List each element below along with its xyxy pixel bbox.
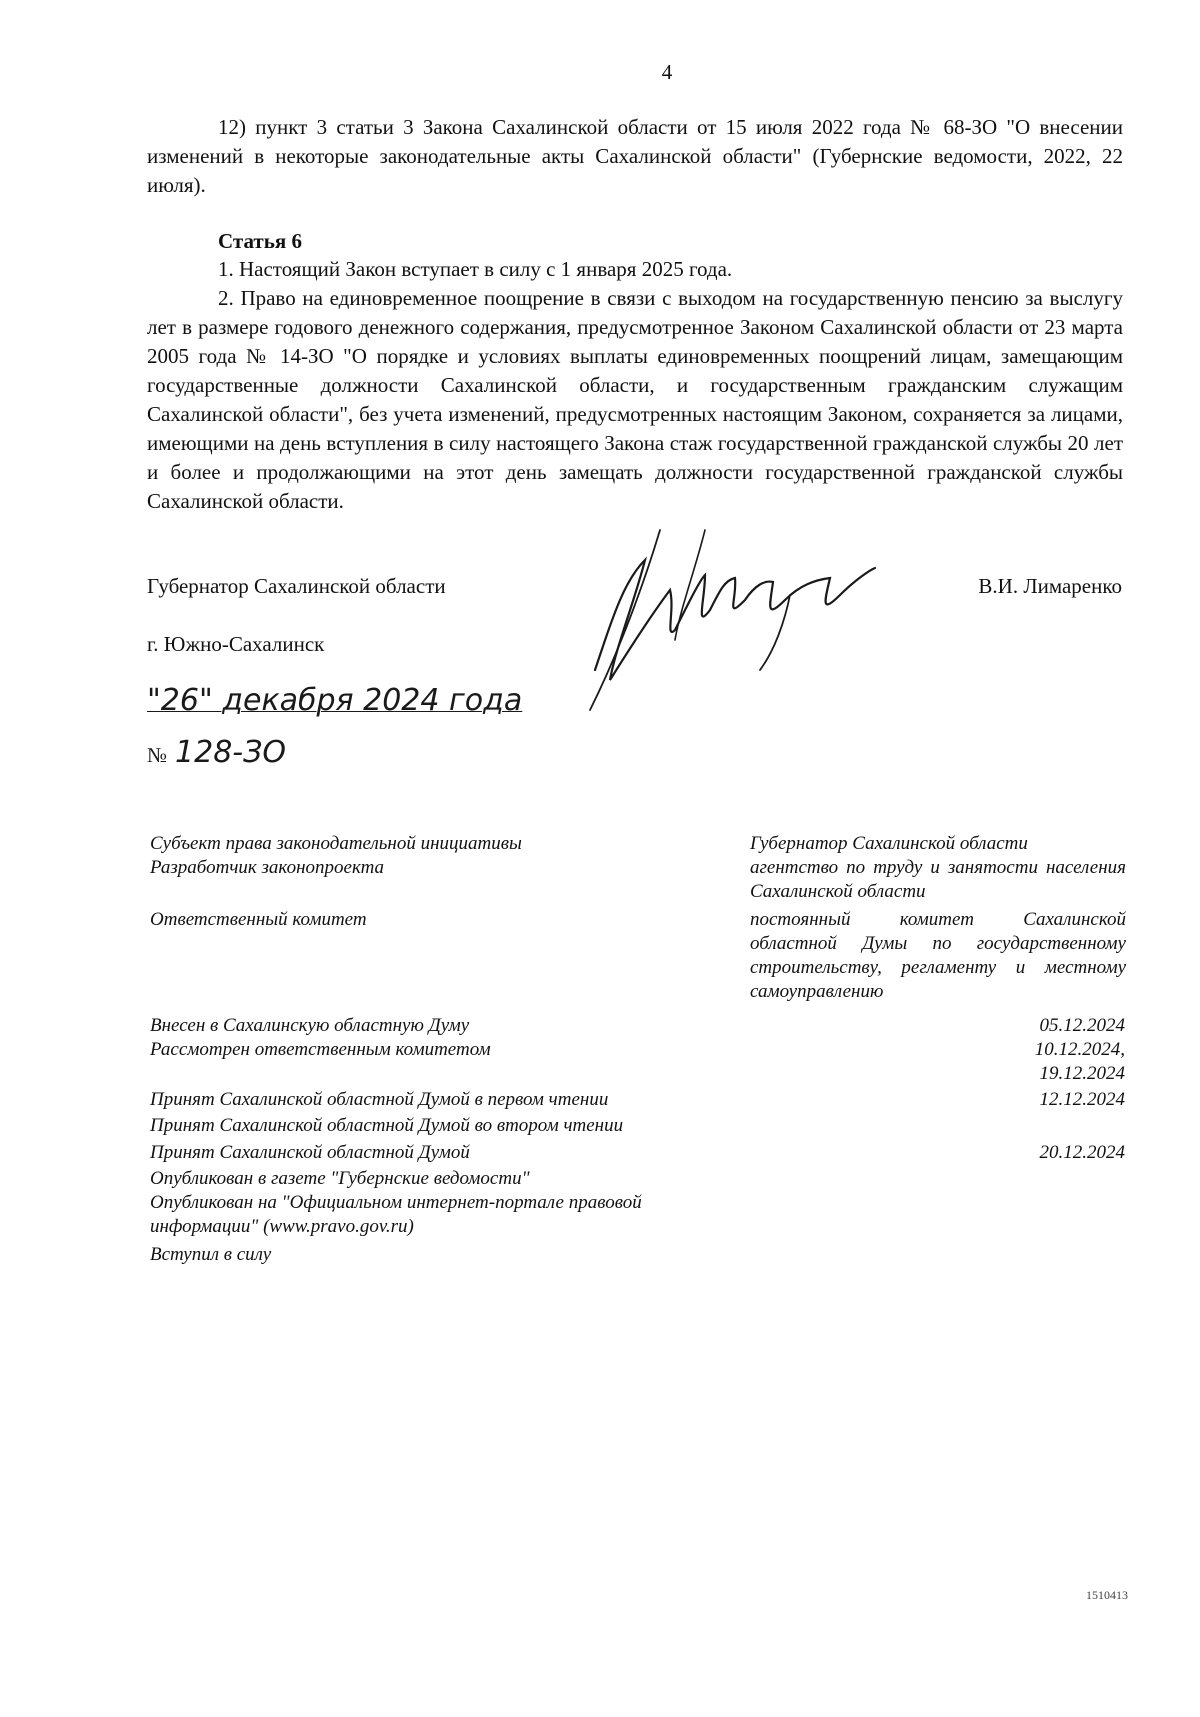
signatory-role: Губернатор Сахалинской области <box>147 574 446 598</box>
handwritten-law-number: 128-ЗО <box>175 735 286 770</box>
reviewed-date-2: 19.12.2024 <box>1039 1063 1125 1084</box>
submitted-label: Внесен в Сахалинскую областную Думу <box>150 1015 470 1036</box>
article-heading: Статья 6 <box>218 229 302 253</box>
signatory-name: В.И. Лимаренко <box>978 574 1122 598</box>
reviewed-date-1: 10.12.2024, <box>1034 1039 1125 1060</box>
signing-city: г. Южно-Сахалинск <box>147 632 325 656</box>
footer-code: 1510413 <box>1086 1588 1128 1602</box>
submitted-date: 05.12.2024 <box>1039 1015 1125 1036</box>
page-number: 4 <box>661 60 673 84</box>
article-paragraph-1: 1. Настоящий Закон вступает в силу с 1 января 2025 года. <box>218 257 733 281</box>
subject-value: Губернатор Сахалинской области <box>750 833 1028 854</box>
reviewed-label: Рассмотрен ответственным комитетом <box>150 1039 491 1060</box>
law-number-line <box>147 735 286 770</box>
article-paragraph-2: 2. Право на единовременное поощрение в связи с выходом на государственную пенсию за выслугу лет в размере годового денежного содержания, предусмотренное Законом Сахалинской области от 23 марта 2005 года № 14-ЗО "О порядке и условиях выплаты единовременных поощрений лицам, замещающим государственные должности Сахалинской области, и государственным гражданским служащим Сахалинской области", без учета изменений, предусмотренных настоящим Законом, сохраняется за лицами, имеющими на день вступления в силу настоящего Закона стаж государственной гражданской службы 20 лет и более и продолжающими на этот день замещать должности государственной гражданской службы Сахалинской области. <box>147 286 1123 513</box>
number-sign: № <box>147 743 168 767</box>
committee-value: постоянный комитет Сахалинской областной Думы по государственному строительству, регламенту и местному самоуправлению <box>750 909 1126 1002</box>
handwritten-date <box>147 683 522 718</box>
item-12-paragraph: 12) пункт 3 статьи 3 Закона Сахалинской области от 15 июля 2022 года № 68-ЗО "О внесении изменений в некоторые законодательные акты Сахалинской области" (Губернские ведомости, 2022, 22 июля). <box>147 115 1123 197</box>
subject-label: Субъект права законодательной инициативы <box>150 833 522 854</box>
adopted-label: Принят Сахалинской областной Думой <box>150 1142 470 1163</box>
second-reading-label: Принят Сахалинской областной Думой во втором чтении <box>150 1115 624 1136</box>
committee-label: Ответственный комитет <box>150 909 367 930</box>
handwritten-date-text: "26" декабря 2024 года <box>147 683 523 718</box>
published-portal-label: Опубликован на "Официальном интернет-портале правовой информации" (www.pravo.gov.ru) <box>150 1192 642 1237</box>
developer-label: Разработчик законопроекта <box>150 857 385 878</box>
published-newspaper-label: Опубликован в газете "Губернские ведомости" <box>150 1168 530 1189</box>
adopted-date: 20.12.2024 <box>1039 1142 1125 1163</box>
first-reading-label: Принят Сахалинской областной Думой в первом чтении <box>150 1089 609 1110</box>
developer-value: агентство по труду и занятости населения Сахалинской области <box>750 857 1126 902</box>
handwritten-signature <box>575 520 905 720</box>
in-force-label: Вступил в силу <box>150 1244 272 1265</box>
first-reading-date: 12.12.2024 <box>1039 1089 1125 1110</box>
